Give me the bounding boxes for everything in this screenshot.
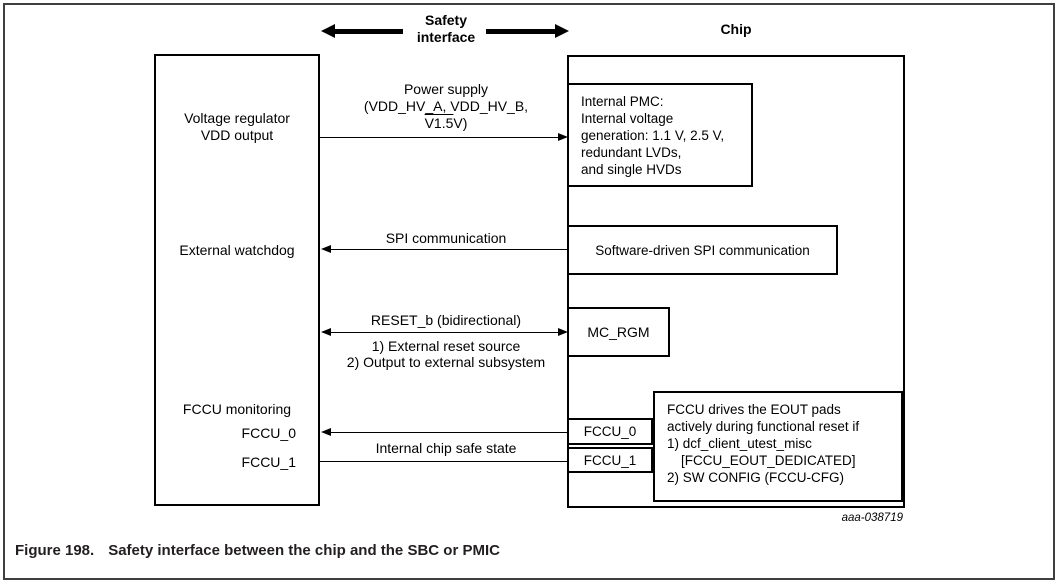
voltage-regulator-label xyxy=(156,110,318,144)
reset-wire xyxy=(331,332,558,333)
fccu0-pin-label: FCCU_0 xyxy=(241,425,296,441)
fccu-note-line: 1) dcf_client_utest_misc xyxy=(667,436,812,451)
safety-interface-left-arrowhead-icon xyxy=(321,24,335,38)
reset-right-arrowhead-icon xyxy=(558,328,568,336)
power-supply-wire xyxy=(320,137,560,138)
fccu0-wire xyxy=(331,432,567,433)
reset-note-1: 1) External reset source xyxy=(371,338,521,354)
pmc-line: redundant LVDs, xyxy=(581,145,682,160)
reset-left-arrowhead-icon xyxy=(321,328,331,336)
figure-caption-prefix: Figure 198. xyxy=(15,542,95,559)
external-watchdog-label: External watchdog xyxy=(179,242,295,258)
internal-chip-safe-state-label: Internal chip safe state xyxy=(375,440,517,456)
power-supply-signals: (VDD_HV_A, VDD_HV_B, xyxy=(363,98,529,114)
safety-interface-label: Safety interface xyxy=(416,12,476,45)
pmc-line: generation: 1.1 V, 2.5 V, xyxy=(581,128,725,143)
spi-arrowhead-icon xyxy=(321,245,331,253)
spi-box-label: Software-driven SPI communication xyxy=(595,242,810,258)
fccu0-pad-box xyxy=(567,418,653,445)
pmc-line: and single HVDs xyxy=(581,162,682,177)
spi-wire xyxy=(331,249,567,250)
reset-notes xyxy=(318,338,574,370)
voltage-regulator-line2: VDD output xyxy=(200,127,274,143)
figure-caption xyxy=(15,542,500,559)
v15-suffix: V) xyxy=(453,115,468,131)
pmc-line: Internal voltage xyxy=(581,111,674,126)
fccu-note-line: actively during functional reset if xyxy=(667,419,860,434)
power-supply-arrowhead-icon xyxy=(558,133,568,141)
mc-rgm-label: MC_RGM xyxy=(587,324,650,340)
spi-communication-box xyxy=(567,225,838,275)
safety-interface-right-arrowhead-icon xyxy=(555,24,569,38)
fccu1-pin-label: FCCU_1 xyxy=(241,454,296,470)
fccu-note-line: FCCU drives the EOUT pads xyxy=(667,402,841,417)
safety-interface-right-arrow xyxy=(486,29,555,34)
power-supply-title: Power supply xyxy=(403,81,489,97)
fccu-note-line: 2) SW CONFIG (FCCU-CFG) xyxy=(667,470,844,485)
fccu1-pad-box xyxy=(567,447,653,473)
internal-pmc-box xyxy=(567,83,753,187)
fccu-eout-note-box xyxy=(653,391,903,502)
chip-label: Chip xyxy=(720,21,752,37)
pmc-line: Internal PMC: xyxy=(581,94,664,109)
v15-overlined: V1.5 xyxy=(424,115,454,131)
reset-note-2: 2) Output to external subsystem xyxy=(346,354,546,370)
fccu0-arrowhead-icon xyxy=(321,428,331,436)
figure-caption-text: Safety interface between the chip and the SBC or PMIC xyxy=(108,542,500,559)
fccu0-pad-label: FCCU_0 xyxy=(583,424,637,439)
sbc-pmic-box xyxy=(154,54,320,506)
artwork-id: aaa-038719 xyxy=(841,512,903,524)
fccu-monitoring-label: FCCU monitoring xyxy=(182,401,292,417)
voltage-regulator-line1: Voltage regulator xyxy=(184,110,290,126)
power-supply-label xyxy=(330,81,562,132)
fccu1-wire xyxy=(320,461,567,462)
safety-interface-left-arrow xyxy=(334,29,403,34)
power-supply-v15 xyxy=(330,115,562,132)
fccu-note-line: [FCCU_EOUT_DEDICATED] xyxy=(681,453,856,468)
spi-communication-label: SPI communication xyxy=(385,230,507,246)
reset-b-label: RESET_b (bidirectional) xyxy=(370,312,522,328)
mc-rgm-box xyxy=(567,307,670,357)
fccu1-pad-label: FCCU_1 xyxy=(583,452,637,468)
